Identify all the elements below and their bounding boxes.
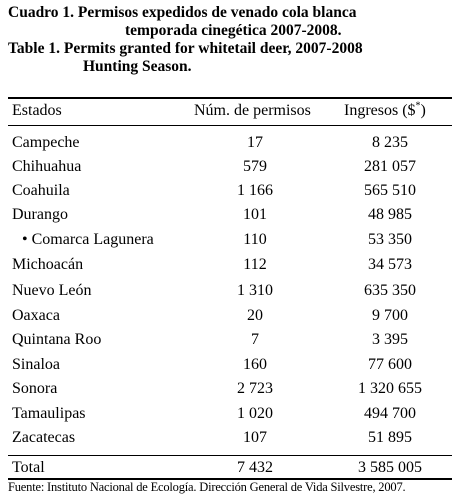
cell-permits: 17 [247, 134, 263, 151]
table-total-row [0, 458, 460, 478]
table-row [0, 255, 460, 275]
cell-state: Quintana Roo [12, 331, 102, 348]
cell-permits: 1 020 [237, 405, 273, 422]
cell-permits: 112 [243, 256, 267, 273]
cell-income: 8 235 [372, 134, 408, 151]
table-caption [8, 4, 454, 76]
cell-state: Oaxaca [12, 307, 60, 324]
cell-permits: 2 723 [237, 380, 273, 397]
table-row [0, 330, 460, 350]
table-header-rule [8, 125, 452, 126]
cell-permits: 7 [251, 331, 259, 348]
cell-state: Campeche [12, 134, 80, 151]
cell-state: • Comarca Lagunera [22, 231, 154, 248]
cell-income: 565 510 [364, 182, 416, 199]
cell-income: 9 700 [372, 307, 408, 324]
header-state: Estados [12, 102, 62, 119]
cell-income: 34 573 [368, 256, 412, 273]
cell-permits: 1 166 [237, 182, 273, 199]
cell-permits: 20 [247, 307, 263, 324]
cell-permits: 101 [243, 206, 267, 223]
cell-income: 3 395 [372, 331, 408, 348]
caption-line-1: Cuadro 1. Permisos expedidos de venado cola blanca [8, 4, 357, 21]
header-income: Ingresos ($*) [344, 100, 426, 119]
cell-state: Chihuahua [12, 158, 82, 175]
total-label: Total [12, 459, 45, 476]
cell-state: Coahuila [12, 182, 70, 199]
cell-permits: 1 310 [237, 282, 273, 299]
cell-income: 48 985 [368, 206, 412, 223]
table-row [0, 181, 460, 201]
cell-state: Sinaloa [12, 356, 60, 373]
cell-income: 53 350 [368, 231, 412, 248]
table-row [0, 205, 460, 225]
table-row [0, 404, 460, 424]
cell-income: 494 700 [364, 405, 416, 422]
caption-line-3: Table 1. Permits granted for whitetail deer, 2007-2008 [8, 40, 363, 57]
caption-line-4: Hunting Season. [83, 58, 192, 75]
cell-permits: 160 [243, 356, 267, 373]
table-row [0, 157, 460, 177]
table-row [0, 306, 460, 326]
cell-state: Sonora [12, 380, 58, 397]
cell-state: Zacatecas [12, 429, 76, 446]
cell-permits: 110 [243, 231, 267, 248]
cell-permits: 579 [243, 158, 267, 175]
table-top-rule [8, 97, 452, 99]
source-footnote: Fuente: Instituto Nacional de Ecología. Dirección General de Vida Silvestre, 2007. [8, 480, 406, 494]
table-row [0, 133, 460, 153]
cell-state: Michoacán [12, 256, 84, 273]
table-row [0, 281, 460, 301]
cell-state: Nuevo León [12, 282, 92, 299]
cell-state: Tamaulipas [12, 405, 86, 422]
cell-income: 281 057 [364, 158, 416, 175]
cell-income: 51 895 [368, 429, 412, 446]
cell-income: 1 320 655 [358, 380, 422, 397]
caption-line-2: temporada cinegética 2007-2008. [125, 22, 342, 39]
cell-income: 635 350 [364, 282, 416, 299]
total-income: 3 585 005 [358, 459, 422, 476]
table-row [0, 428, 460, 448]
header-permits: Núm. de permisos [194, 102, 311, 119]
table-total-rule [8, 455, 452, 456]
table-row [0, 379, 460, 399]
cell-state: Durango [12, 206, 68, 223]
cell-permits: 107 [243, 429, 267, 446]
cell-income: 77 600 [368, 356, 412, 373]
table-row [0, 355, 460, 375]
table-row [0, 230, 460, 250]
total-permits: 7 432 [237, 459, 273, 476]
table-header [0, 101, 460, 121]
